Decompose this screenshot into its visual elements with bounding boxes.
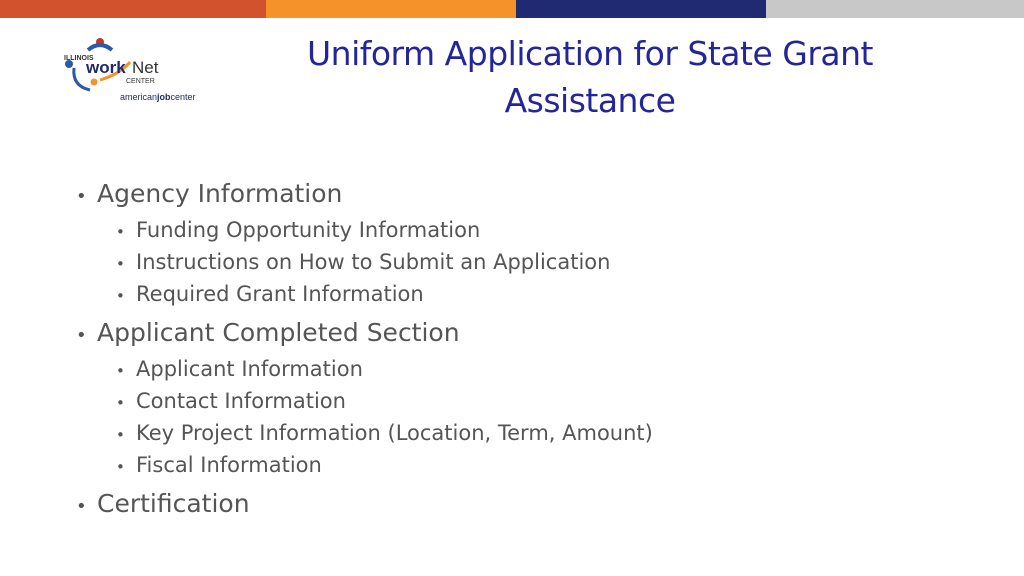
sub-item [76,215,956,247]
sub-item-label: Required Grant Information [136,282,424,306]
section-label: Agency Information [97,179,343,208]
section-label: Applicant Completed Section [97,318,460,347]
illinois-worknet-logo [60,34,220,106]
logo-state-text: ILLINOIS [64,55,94,62]
bullet-icon: • [116,255,125,273]
sub-item-label: Fiscal Information [136,453,322,477]
top-color-bar [0,0,1024,18]
bullet-icon: • [116,458,125,476]
sub-item-label: Instructions on How to Submit an Application [136,250,611,274]
logo-arc-blue-icon [88,45,112,50]
sub-item [76,247,956,279]
bullet-list [76,176,956,525]
sub-item-label: Funding Opportunity Information [136,218,481,242]
american-job-center-wordmark [120,92,196,102]
logo-center-word-text: center [170,92,196,102]
bullet-icon: • [76,186,87,207]
logo-dot-orange-icon [91,79,98,86]
sub-item-label: Applicant Information [136,357,363,381]
logo-american-text: american [120,92,158,102]
bullet-icon: • [116,362,125,380]
sub-item [76,279,956,311]
slide-title [250,30,930,124]
slide-title-line-2: Assistance [504,81,676,120]
logo-net-text: Net [132,58,159,77]
sub-item [76,450,956,482]
logo-job-text: job [157,92,171,102]
logo-center-text: CENTER [126,78,155,85]
top-bar-segment-navy [516,0,766,18]
sub-item [76,418,956,450]
top-bar-segment-orange-red [0,0,266,18]
bullet-icon: • [76,325,87,346]
sub-item [76,354,956,386]
sub-item-label: Contact Information [136,389,346,413]
section-item-certification [76,486,956,525]
sub-item-label: Key Project Information (Location, Term, Amount) [136,421,653,445]
sub-item [76,386,956,418]
section-label: Certification [97,489,250,518]
logo-work-text: work [86,58,126,77]
section-item-applicant-completed-section [76,315,956,354]
slide-title-line-1: Uniform Application for State Grant [307,34,873,73]
top-bar-segment-gray [766,0,1024,18]
section-item-agency-information [76,176,956,215]
bullet-icon: • [116,287,125,305]
bullet-icon: • [76,496,87,517]
top-bar-segment-orange [266,0,516,18]
bullet-icon: • [116,426,125,444]
bullet-icon: • [116,223,125,241]
bullet-icon: • [116,394,125,412]
